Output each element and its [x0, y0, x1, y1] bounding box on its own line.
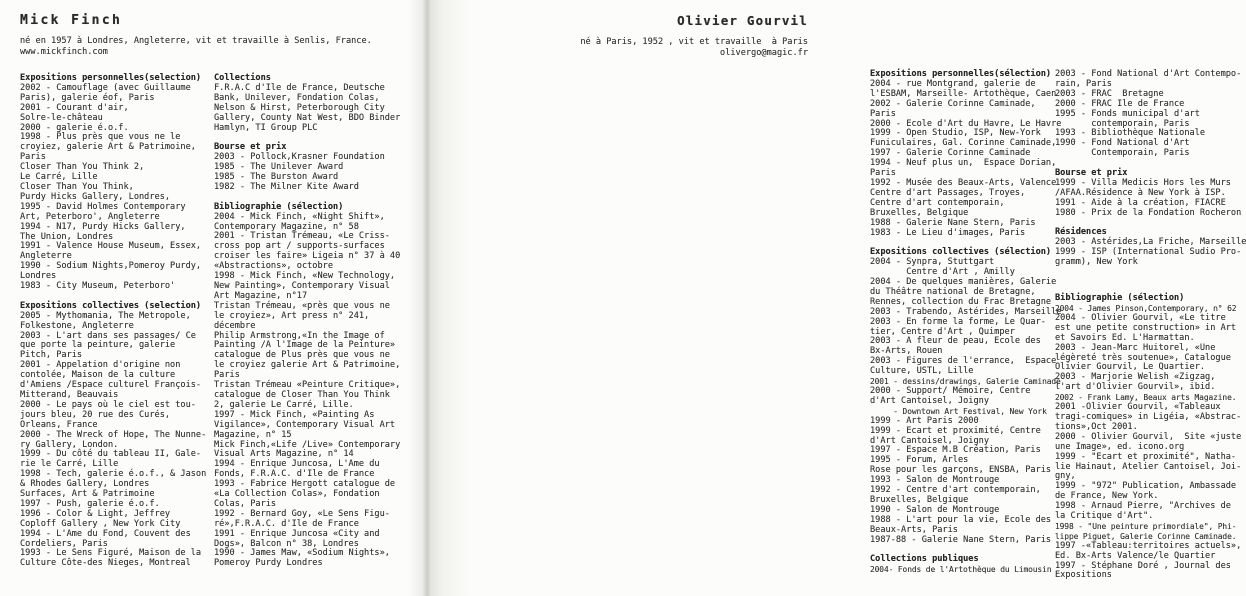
text-line: 1993 - Fabrice Hergott catalogue de [214, 479, 396, 490]
text-line: 1992 - Musée des Beaux-Arts, Valence [870, 177, 1057, 188]
text-line: 1997 - Stéphane Doré , Journal des [1055, 560, 1231, 571]
text-line: 1999 - Open Studio, ISP, New-York [870, 128, 1041, 139]
text-line: 2003 - Marjorie Welish «Zigzag, [1055, 372, 1216, 383]
text-line: Paris [20, 152, 46, 163]
text-line: 2003 - Astérides,La Friche, Marseille [1055, 237, 1246, 248]
text-line: Rose pour les garçons, ENSBA, Paris [870, 465, 1052, 476]
text-line: 1980 - Prix de la Fondation Rocheron [1055, 207, 1242, 218]
text-line: Art, Peterboro', Angleterre [20, 211, 160, 222]
cv-section [870, 70, 1061, 238]
text-line: 1999 - "Ecart et proximité", Natha- [1055, 451, 1237, 462]
text-line: 1994 - Neuf plus un, Espace Dorian, [870, 158, 1057, 169]
text-line: Magazine, n° 15 [214, 429, 292, 440]
text-line: Visual Arts Magazine, n° 14 [214, 449, 354, 460]
text-line: Paris [870, 108, 896, 119]
text-line: Culture Côte-des Nieges, Montreal [20, 558, 191, 569]
text-line: 1988 - Galerie Nane Stern, Paris [870, 217, 1036, 228]
section-title: Collections [214, 73, 271, 83]
text-line: contemporain, Paris [1055, 118, 1190, 129]
text-line: Coploff Gallery , New York City [20, 518, 181, 529]
artist-name-right: Olivier Gourvil [677, 13, 808, 28]
text-line: 1996 - Color & Light, Jeffrey [20, 508, 171, 519]
text-line: 1991 - Valence House Museum, Essex, [20, 241, 202, 252]
text-line: The Union, Londres [20, 231, 114, 242]
text-line: New Painting», Contemporary Visual [214, 281, 390, 291]
text-line: Philip Armstrong,«In the Image of [214, 330, 385, 341]
section-title: Bibliographie (sélection) [214, 201, 344, 212]
text-line: l'ESBAM, Marseille- Artothèque, Caen [870, 88, 1057, 99]
text-line: Contemporary Magazine, n° 58 [214, 221, 359, 232]
text-line: 1985 - The Burston Award [214, 172, 339, 183]
text-line: l'art d'Olivier Gourvil», ibid. [1055, 382, 1216, 393]
text-line: 1995 - Fonds municipal d'art [1055, 108, 1200, 119]
text-line: Beaux-Arts, Paris [870, 524, 958, 535]
text-line: Folkestone, Angleterre [20, 320, 134, 331]
text-line: Rennes, collection du Frac Bretagne [870, 296, 1052, 307]
text-line: est une petite construction» in Art [1055, 322, 1237, 333]
text-line: Gallery, County Nat West, BDO Binder [214, 112, 401, 123]
section-title: Expositions personnelles(sélection) [870, 69, 1052, 79]
text-line: 1998 - Arnaud Pierre, "Archives de [1055, 501, 1231, 512]
text-line: 2003 - Jean-Marc Huitorel, «Une [1055, 342, 1216, 353]
text-line: 1995 - David Holmes Contemporary [20, 201, 186, 212]
cv-column-left-2 [214, 74, 400, 569]
text-line: d'Art Cantoisel, Joigny [870, 435, 989, 446]
text-line: 1999 - "972" Publication, Ambassade [1055, 481, 1237, 492]
text-line: 1991 - Aide à la création, FIACRE [1055, 197, 1226, 208]
text-line: Pitch, Paris [20, 350, 83, 361]
text-line: 2004 - Olivier Gourvil, «Le titre [1055, 312, 1226, 323]
text-line: 2001 - Appelation d'origine non [20, 360, 181, 371]
text-line: Centre d'art contemporain, [870, 197, 1005, 208]
text-line: Bank, Unilever, Fondation Colas, [214, 92, 380, 103]
text-line: F.R.A.C d'Ile de France, Deutsche [214, 82, 385, 93]
text-line: 2003 - Pollock,Krasner Foundation [214, 152, 385, 163]
text-line: Le Carré, Lille [20, 172, 98, 183]
text-line: 1990 - Salon de Montrouge [870, 504, 1000, 515]
text-line: 2005 - Mythomania, The Metropole, [20, 310, 191, 321]
text-line: 1982 - The Milner Kite Award [214, 181, 359, 192]
text-line: 1990 - Sodium Nights,Pomeroy Purdy, [20, 261, 202, 272]
text-line: /AFAA.Résidence à New York à ISP. [1055, 187, 1226, 198]
text-line: Dogs», Balcon n° 38, Londres [214, 538, 359, 549]
text-line: décembre [214, 320, 256, 331]
text-line: Cordeliers, Paris [20, 538, 108, 549]
text-line: catalogue de Closer Than You Think [214, 389, 390, 400]
text-line: 2001 - Courant d'air, [20, 102, 129, 113]
text-line: lippe Piguet, Galerie Corinne Caminade. [1055, 531, 1237, 541]
text-line: 2004 - Synpra, Stuttgart [870, 257, 995, 268]
text-line: 1990 - Fond National d'Art [1055, 138, 1190, 149]
text-line: cross pop art / supports-surfaces [214, 241, 385, 252]
text-line: Art Magazine, n°17 [214, 290, 308, 301]
text-line: 1994 - N17, Purdy Hicks Gallery, [20, 221, 186, 232]
text-line: 1999 - Ecart et proximité, Centre [870, 425, 1041, 436]
text-line: 1997 - Push, galerie é.o.f. [20, 498, 160, 509]
text-line: Tristan Trémeau «Peinture Critique», [214, 380, 401, 391]
text-line: jours bleu, 20 rue des Curés, [20, 409, 171, 420]
section-title: Bourse et prix [1055, 168, 1128, 179]
text-line: 2004 - Mick Finch, «Night Shift», [214, 211, 385, 222]
text-line: ry Gallery, London. [20, 439, 119, 450]
text-line: 2004- Fonds de l'Artothèque du Limousin [870, 565, 1052, 575]
text-line: 1985 - The Unilever Award [214, 162, 344, 173]
text-line: Surfaces, Art & Patrimoine [20, 489, 155, 500]
text-line: Vigilance», Contemporary Visual Art [214, 419, 396, 430]
text-line: Closer Than You Think 2, [20, 162, 145, 173]
text-line: Bx-Arts, Rouen [870, 346, 943, 357]
text-line: Colas, Paris [214, 498, 277, 509]
text-line: Painting /A l'Image de la Peinture» [214, 340, 396, 351]
text-line: - Downtown Art Festival, New York [870, 406, 1047, 416]
text-line: 1999 - Villa Medicis Hors les Murs [1055, 177, 1231, 188]
text-line: lie Hainaut, Atelier Cantoisel, Joi- [1055, 461, 1242, 472]
text-line: et Savoirs Ed. L'Harmattan. [1055, 332, 1195, 343]
text-line: 1990 - James Maw, «Sodium Nights», [214, 548, 390, 559]
text-line: 1988 - L'art pour la vie, Ecole des [870, 514, 1052, 525]
cv-column-right-2 [1055, 70, 1246, 581]
text-line: Culture, USTL, Lille [870, 366, 974, 377]
text-line: 1997 -«Tableau:territoires actuels», [1055, 540, 1242, 551]
cv-section [1055, 70, 1246, 159]
section-title: Expositions personnelles(selection) [20, 73, 202, 83]
text-line: 1993 - Bibliothèque Nationale [1055, 128, 1206, 139]
text-line: Bruxelles, Belgique [870, 207, 969, 218]
text-line: 1999 - Art Paris 2000 [870, 415, 979, 426]
text-line: Fonds, F.R.A.C. d'Ile de France [214, 469, 375, 480]
artist-name-left: Mick Finch [20, 13, 123, 28]
text-line: 2004 - De quelques manières, Galerie [870, 277, 1057, 288]
text-line: & Rhodes Gallery, Londres [20, 479, 150, 490]
cv-section [214, 203, 400, 570]
cv-section [20, 74, 206, 292]
text-line: rie le Carré, Lille [20, 459, 119, 470]
cv-section [214, 74, 400, 133]
text-line: 1991 - Enrique Juncosa «City and [214, 528, 380, 539]
text-line: légèreté très soutenue», Catalogue [1055, 352, 1231, 363]
text-line: Nelson & Hirst, Peterborough City [214, 102, 385, 113]
cv-column-left-1 [20, 74, 206, 569]
page-right [424, 0, 1246, 596]
text-line: Funiculaires, Gal. Corinne Caminade, [870, 138, 1057, 149]
text-line: 2000 - Ecole d'Art du Havre, Le Havre [870, 118, 1062, 129]
text-line: 2000 - FRAC Ile de France [1055, 98, 1185, 109]
text-line: Solre-le-château [20, 112, 103, 123]
cv-column-right-1 [870, 70, 1061, 575]
text-line: 2001 - Tristan Trémeau, «Le Criss- [214, 231, 390, 242]
text-line: Centre d'Art , Amilly [870, 267, 1015, 278]
text-line: Ed. Bx-Arts Valence/le Quartier [1055, 550, 1216, 561]
text-line: 2000 - The Wreck of Hope, The Nunne- [20, 429, 207, 440]
text-line: Londres [20, 271, 57, 282]
text-line: gramm), New York [1055, 257, 1138, 268]
text-line: Centre d'art Passages, Troyes, [870, 187, 1026, 198]
text-line: 2002 - Camouflage (avec Guillaume [20, 82, 191, 93]
text-line: tragi-comiques» in Ligéia, «Abstrac- [1055, 411, 1242, 422]
text-line: 2001 -Olivier Gourvil, «Tableaux [1055, 402, 1221, 413]
text-line: croiser les faire» Ligeia n° 37 à 40 [214, 251, 401, 262]
text-line: «La Collection Colas», Fondation [214, 489, 380, 500]
text-line: Purdy Hicks Gallery, Londres, [20, 191, 171, 202]
text-line: la Critique d'Art". [1055, 511, 1154, 522]
text-line: tier, Centre d'Art , Quimper [870, 326, 1015, 337]
text-line: 2003 - Fond National d'Art Contempo- [1055, 69, 1242, 79]
text-line: catalogue de Plus près que vous ne [214, 350, 390, 361]
section-title: Bibliographie (sélection) [1055, 293, 1185, 304]
text-line: 1997 - Espace M.B Création, Paris [870, 445, 1041, 456]
text-line: 1992 - Centre d'art contemporain, [870, 485, 1041, 496]
cv-section [214, 143, 400, 193]
text-line: 2003 - A fleur de peau, Ecole des [870, 336, 1041, 347]
cv-section [870, 555, 1061, 575]
text-line: 1998 - Plus près que vous ne le [20, 132, 181, 143]
cv-section [1055, 294, 1246, 581]
text-line: 1987-88 - Galerie Nane Stern, Paris [870, 534, 1052, 545]
section-title: Bourse et prix [214, 142, 287, 153]
text-line: de France, New York. [1055, 491, 1159, 502]
text-line: rain, Paris [1055, 78, 1112, 89]
artist-email: olivergo@magic.fr [720, 48, 808, 58]
text-line: Tristan Trémeau, «près que vous ne [214, 300, 390, 311]
section-title: Expositions collectives (sélection) [870, 247, 1052, 258]
text-line: le croyiez galerie Art & Patrimoine, [214, 360, 401, 371]
cv-section [870, 248, 1061, 545]
artist-bio-right: né à Paris, 1952 , vit et travaille à Paris [580, 37, 808, 47]
text-line: Angleterre [20, 251, 72, 262]
text-line: 2000 - Support/ Mémoire, Centre [870, 385, 1031, 396]
text-line: Hamlyn, TI Group PLC [214, 122, 318, 133]
text-line: d'Art Cantoisel, Joigny [870, 395, 989, 406]
text-line: Mick Finch,«Life /Live» Contemporary [214, 439, 401, 450]
text-line: 2, galerie Le Carré, Lille. [214, 399, 354, 410]
text-line: Paris [214, 370, 240, 381]
text-line: contolée, Maison de la culture [20, 370, 176, 381]
cv-section [20, 302, 206, 569]
text-line: 1998 - "Une peinture primordiale", Phi- [1055, 521, 1237, 531]
text-line: Bruxelles, Belgique [870, 494, 969, 505]
section-title: Collections publiques [870, 554, 979, 565]
text-line: 1999 - Du côté du tableau II, Gale- [20, 449, 202, 460]
text-line: Contemporain, Paris [1055, 148, 1190, 159]
text-line: une Image», ed. icono.org [1055, 441, 1185, 452]
text-line: 2001 - dessins/drawings, Galerie Caminade [870, 377, 1061, 387]
cv-section [1055, 228, 1246, 268]
text-line: 1993 - Le Sens Figuré, Maison de la [20, 548, 202, 559]
text-line: 1999 - ISP (International Sudio Pro- [1055, 247, 1242, 258]
section-title: Expositions collectives (selection) [20, 300, 202, 311]
text-line: Mitterand, Beauvais [20, 389, 119, 400]
text-line: 2000 - Olivier Gourvil, Site «juste [1055, 431, 1242, 442]
text-line: Olivier Gourvil, Le Quartier. [1055, 362, 1206, 373]
text-line: Paris [870, 168, 896, 179]
text-line: gny, [1055, 471, 1076, 482]
text-line: 2000 - galerie é.o.f. [20, 122, 129, 133]
text-line: Pomeroy Purdy Londres [214, 558, 323, 569]
text-line: 2002 - Galerie Corinne Caminade, [870, 98, 1036, 109]
text-line: 1995 - Forum, Arles [870, 455, 969, 466]
text-line: 1997 - Mick Finch, «Painting As [214, 409, 375, 420]
text-line: Paris), galerie éof, Paris [20, 92, 155, 103]
artist-website: www.mickfinch.com [20, 47, 108, 57]
text-line: 1997 - Galerie Corinne Caminade [870, 148, 1031, 159]
text-line: 2003 - L'art dans ses passages/ Ce [20, 330, 196, 341]
text-line: le croyiez», Art press n° 241, [214, 310, 370, 321]
text-line: 1983 - Le Lieu d'images, Paris [870, 227, 1026, 238]
text-line: 1994 - Enrique Juncosa, L'Ame du [214, 459, 380, 470]
text-line: 2003 - FRAC Bretagne [1055, 88, 1164, 99]
text-line: tions»,Oct 2001. [1055, 421, 1138, 432]
cv-section [1055, 169, 1246, 219]
section-title: Résidences [1055, 227, 1107, 238]
text-line: 2003 - Figures de l'errance, Espace [870, 356, 1057, 367]
text-line: croyiez, galerie Art & Patrimoine, [20, 142, 196, 153]
text-line: «Abstractions», octobre [214, 261, 333, 272]
text-line: Closer Than You Think, [20, 181, 134, 192]
text-line: 1983 - City Museum, Peterboro' [20, 281, 176, 292]
text-line: que porte la peinture, galerie [20, 340, 176, 351]
text-line: 1994 - L'Ame du Fond, Couvent des [20, 528, 191, 539]
text-line: 1992 - Bernard Goy, «Le Sens Figu- [214, 508, 390, 519]
text-line: Orleans, France [20, 419, 98, 430]
text-line: 2003 - En forme la forme, Le Quar- [870, 316, 1046, 327]
text-line: 1998 - Tech, galerie é.o.f., & Jason [20, 469, 207, 480]
text-line: 1998 - Mick Finch, «New Technology, [214, 271, 396, 282]
text-line: 2002 - Frank Lamy, Beaux arts Magazine. [1055, 393, 1237, 403]
text-line: Expositions [1055, 570, 1112, 581]
text-line: du Théâtre national de Bretagne, [870, 286, 1036, 297]
text-line: ré»,F.R.A.C. d'Ile de France [214, 518, 359, 529]
text-line: 2004 - James Pinson,Contemporary, n° 62 [1055, 304, 1237, 313]
text-line: 1993 - Salon de Montrouge [870, 475, 1000, 486]
text-line: 2000 - Le pays où le ciel est tou- [20, 399, 196, 410]
text-line: 2004 - rue Montgrand, galerie de [870, 78, 1036, 89]
text-line: 2003 - Trabendo, Astérides, Marseille [870, 306, 1062, 317]
text-line: d'Amiens /Espace culturel François- [20, 380, 202, 391]
page-left [0, 0, 424, 596]
artist-bio-left: né en 1957 à Londres, Angleterre, vit et travaille à Senlis, France. [20, 36, 372, 46]
